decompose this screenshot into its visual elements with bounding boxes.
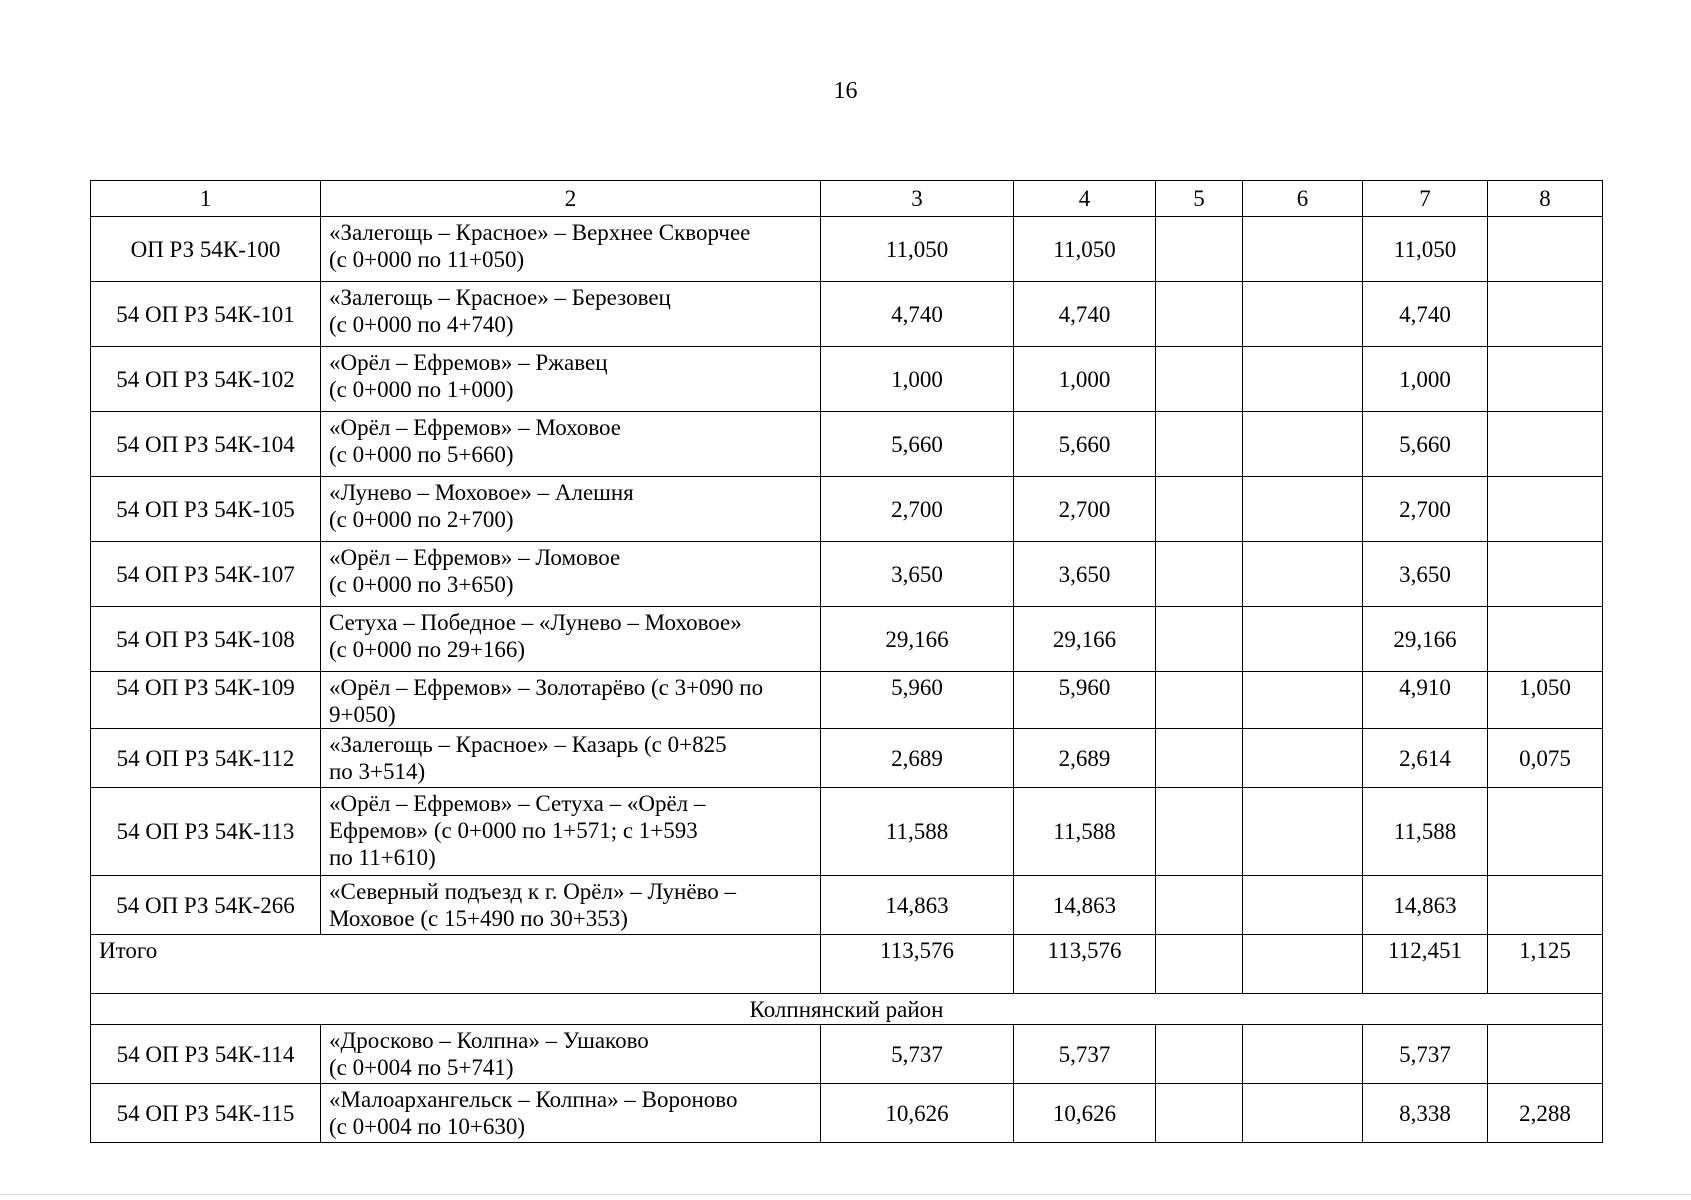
value-col7: 11,050 <box>1363 217 1488 282</box>
value-col8 <box>1488 788 1603 876</box>
road-name <box>321 412 821 477</box>
table-row <box>91 1025 1603 1084</box>
value-col8: 0,075 <box>1488 729 1603 788</box>
road-name-line: «Залегощь – Красное» – Верхнее Скворчее <box>329 220 751 245</box>
header-cell-8: 8 <box>1488 181 1603 217</box>
value-col6 <box>1243 347 1363 412</box>
total-row <box>91 935 1603 994</box>
value-col8 <box>1488 282 1603 347</box>
value-col5 <box>1156 217 1243 282</box>
table-row <box>91 217 1603 282</box>
value-col3: 5,960 <box>821 672 1014 729</box>
value-col6 <box>1243 1084 1363 1143</box>
value-col3: 10,626 <box>821 1084 1014 1143</box>
value-col8: 2,288 <box>1488 1084 1603 1143</box>
road-code: 54 ОП РЗ 54К-108 <box>91 607 321 672</box>
table-row <box>91 607 1603 672</box>
page-number: 16 <box>833 78 858 104</box>
value-col4: 4,740 <box>1014 282 1156 347</box>
road-code: 54 ОП РЗ 54К-113 <box>91 788 321 876</box>
value-col3: 4,740 <box>821 282 1014 347</box>
header-cell-1: 1 <box>91 181 321 217</box>
value-col7: 5,660 <box>1363 412 1488 477</box>
table-row <box>91 477 1603 542</box>
value-col5 <box>1156 1084 1243 1143</box>
value-col5 <box>1156 788 1243 876</box>
table-row <box>91 542 1603 607</box>
road-name <box>321 282 821 347</box>
road-name <box>321 876 821 935</box>
value-col8 <box>1488 876 1603 935</box>
road-name <box>321 217 821 282</box>
total-col8: 1,125 <box>1488 935 1603 994</box>
value-col4: 29,166 <box>1014 607 1156 672</box>
value-col8 <box>1488 477 1603 542</box>
value-col7: 2,614 <box>1363 729 1488 788</box>
road-name-line: (с 0+000 по 1+000) <box>329 377 514 402</box>
road-name-line: «Северный подъезд к г. Орёл» – Лунёво – <box>329 879 736 904</box>
road-name <box>321 477 821 542</box>
road-code: 54 ОП РЗ 54К-104 <box>91 412 321 477</box>
road-code: 54 ОП РЗ 54К-115 <box>91 1084 321 1143</box>
road-name-line: Сетуха – Победное – «Лунево – Моховое» <box>329 610 742 635</box>
value-col6 <box>1243 788 1363 876</box>
road-name-line: «Залегощь – Красное» – Казарь (с 0+825 <box>329 732 727 757</box>
value-col7: 29,166 <box>1363 607 1488 672</box>
total-col6 <box>1243 935 1363 994</box>
road-name-line: «Орёл – Ефремов» – Ржавец <box>329 350 608 375</box>
road-name-line: (с 0+004 по 5+741) <box>329 1055 514 1080</box>
value-col6 <box>1243 282 1363 347</box>
header-cell-7: 7 <box>1363 181 1488 217</box>
value-col6 <box>1243 729 1363 788</box>
value-col3: 14,863 <box>821 876 1014 935</box>
table-row <box>91 412 1603 477</box>
value-col3: 5,737 <box>821 1025 1014 1084</box>
header-cell-6: 6 <box>1243 181 1363 217</box>
value-col5 <box>1156 542 1243 607</box>
road-name-line: по 11+610) <box>329 845 436 870</box>
value-col3: 3,650 <box>821 542 1014 607</box>
total-col5 <box>1156 935 1243 994</box>
value-col4: 5,737 <box>1014 1025 1156 1084</box>
road-name <box>321 1084 821 1143</box>
value-col5 <box>1156 876 1243 935</box>
road-name-line: по 3+514) <box>329 759 426 784</box>
value-col3: 5,660 <box>821 412 1014 477</box>
value-col5 <box>1156 672 1243 729</box>
road-name-line: «Залегощь – Красное» – Березовец <box>329 285 671 310</box>
value-col6 <box>1243 542 1363 607</box>
value-col8 <box>1488 412 1603 477</box>
value-col3: 2,700 <box>821 477 1014 542</box>
value-col4: 11,050 <box>1014 217 1156 282</box>
value-col7: 1,000 <box>1363 347 1488 412</box>
value-col4: 5,960 <box>1014 672 1156 729</box>
table-row <box>91 672 1603 729</box>
value-col7: 5,737 <box>1363 1025 1488 1084</box>
value-col6 <box>1243 217 1363 282</box>
value-col7: 4,740 <box>1363 282 1488 347</box>
value-col4: 2,700 <box>1014 477 1156 542</box>
value-col7: 3,650 <box>1363 542 1488 607</box>
value-col5 <box>1156 412 1243 477</box>
value-col5 <box>1156 282 1243 347</box>
value-col6 <box>1243 876 1363 935</box>
district-heading: Колпнянский район <box>91 994 1603 1025</box>
road-code: 54 ОП РЗ 54К-105 <box>91 477 321 542</box>
value-col8 <box>1488 607 1603 672</box>
value-col7: 4,910 <box>1363 672 1488 729</box>
value-col8 <box>1488 217 1603 282</box>
road-name-line: «Орёл – Ефремов» – Сетуха – «Орёл – <box>329 791 706 816</box>
value-col5 <box>1156 347 1243 412</box>
road-name-line: «Орёл – Ефремов» – Моховое <box>329 415 621 440</box>
road-name-line: (с 0+000 по 5+660) <box>329 442 514 467</box>
value-col7: 14,863 <box>1363 876 1488 935</box>
road-name-line: «Малоархангельск – Колпна» – Вороново <box>329 1087 738 1112</box>
road-name-line: «Лунево – Моховое» – Алешня <box>329 480 634 505</box>
table-row <box>91 282 1603 347</box>
value-col7: 2,700 <box>1363 477 1488 542</box>
table-row <box>91 347 1603 412</box>
total-col3: 113,576 <box>821 935 1014 994</box>
road-name-line: Моховое (с 15+490 по 30+353) <box>329 906 628 931</box>
road-code: 54 ОП РЗ 54К-112 <box>91 729 321 788</box>
table-header-row <box>91 181 1603 217</box>
road-name-line: (с 0+000 по 4+740) <box>329 312 514 337</box>
table-row <box>91 876 1603 935</box>
value-col5 <box>1156 1025 1243 1084</box>
value-col3: 11,050 <box>821 217 1014 282</box>
value-col6 <box>1243 607 1363 672</box>
value-col4: 2,689 <box>1014 729 1156 788</box>
total-label: Итого <box>91 935 821 994</box>
road-name-line: 9+050) <box>329 702 396 727</box>
value-col5 <box>1156 607 1243 672</box>
road-code: 54 ОП РЗ 54К-102 <box>91 347 321 412</box>
road-code: 54 ОП РЗ 54К-114 <box>91 1025 321 1084</box>
value-col7: 8,338 <box>1363 1084 1488 1143</box>
road-name-line: (с 0+000 по 11+050) <box>329 247 525 272</box>
value-col4: 3,650 <box>1014 542 1156 607</box>
road-code: 54 ОП РЗ 54К-101 <box>91 282 321 347</box>
value-col7: 11,588 <box>1363 788 1488 876</box>
value-col4: 10,626 <box>1014 1084 1156 1143</box>
road-name <box>321 729 821 788</box>
value-col6 <box>1243 477 1363 542</box>
value-col5 <box>1156 477 1243 542</box>
road-name <box>321 607 821 672</box>
header-cell-5: 5 <box>1156 181 1243 217</box>
value-col6 <box>1243 1025 1363 1084</box>
road-name-line: (с 0+004 по 10+630) <box>329 1114 526 1139</box>
road-name-line: (с 0+000 по 2+700) <box>329 507 514 532</box>
road-name <box>321 347 821 412</box>
page-divider <box>0 1194 1691 1195</box>
value-col8 <box>1488 542 1603 607</box>
road-name <box>321 542 821 607</box>
value-col4: 5,660 <box>1014 412 1156 477</box>
roads-table <box>90 180 1603 1143</box>
road-name-line: (с 0+000 по 29+166) <box>329 637 526 662</box>
value-col3: 2,689 <box>821 729 1014 788</box>
road-name <box>321 1025 821 1084</box>
road-name <box>321 672 821 729</box>
value-col3: 1,000 <box>821 347 1014 412</box>
road-name-line: «Орёл – Ефремов» – Ломовое <box>329 545 621 570</box>
value-col6 <box>1243 412 1363 477</box>
header-cell-2: 2 <box>321 181 821 217</box>
road-name-line: Ефремов» (с 0+000 по 1+571; с 1+593 <box>329 818 698 843</box>
road-code: 54 ОП РЗ 54К-109 <box>91 672 321 729</box>
value-col6 <box>1243 672 1363 729</box>
district-heading-row <box>91 994 1603 1025</box>
table-row <box>91 1084 1603 1143</box>
value-col8: 1,050 <box>1488 672 1603 729</box>
value-col8 <box>1488 347 1603 412</box>
road-name-line: (с 0+000 по 3+650) <box>329 572 514 597</box>
value-col4: 1,000 <box>1014 347 1156 412</box>
header-cell-4: 4 <box>1014 181 1156 217</box>
road-name-line: «Орёл – Ефремов» – Золотарёво (с 3+090 по <box>329 675 764 700</box>
road-code: 54 ОП РЗ 54К-266 <box>91 876 321 935</box>
table-row <box>91 788 1603 876</box>
value-col3: 29,166 <box>821 607 1014 672</box>
header-cell-3: 3 <box>821 181 1014 217</box>
road-code: ОП РЗ 54К-100 <box>91 217 321 282</box>
value-col8 <box>1488 1025 1603 1084</box>
total-col4: 113,576 <box>1014 935 1156 994</box>
road-code: 54 ОП РЗ 54К-107 <box>91 542 321 607</box>
value-col4: 14,863 <box>1014 876 1156 935</box>
total-col7: 112,451 <box>1363 935 1488 994</box>
value-col3: 11,588 <box>821 788 1014 876</box>
road-name <box>321 788 821 876</box>
value-col4: 11,588 <box>1014 788 1156 876</box>
table-row <box>91 729 1603 788</box>
road-name-line: «Дросково – Колпна» – Ушаково <box>329 1028 649 1053</box>
value-col5 <box>1156 729 1243 788</box>
